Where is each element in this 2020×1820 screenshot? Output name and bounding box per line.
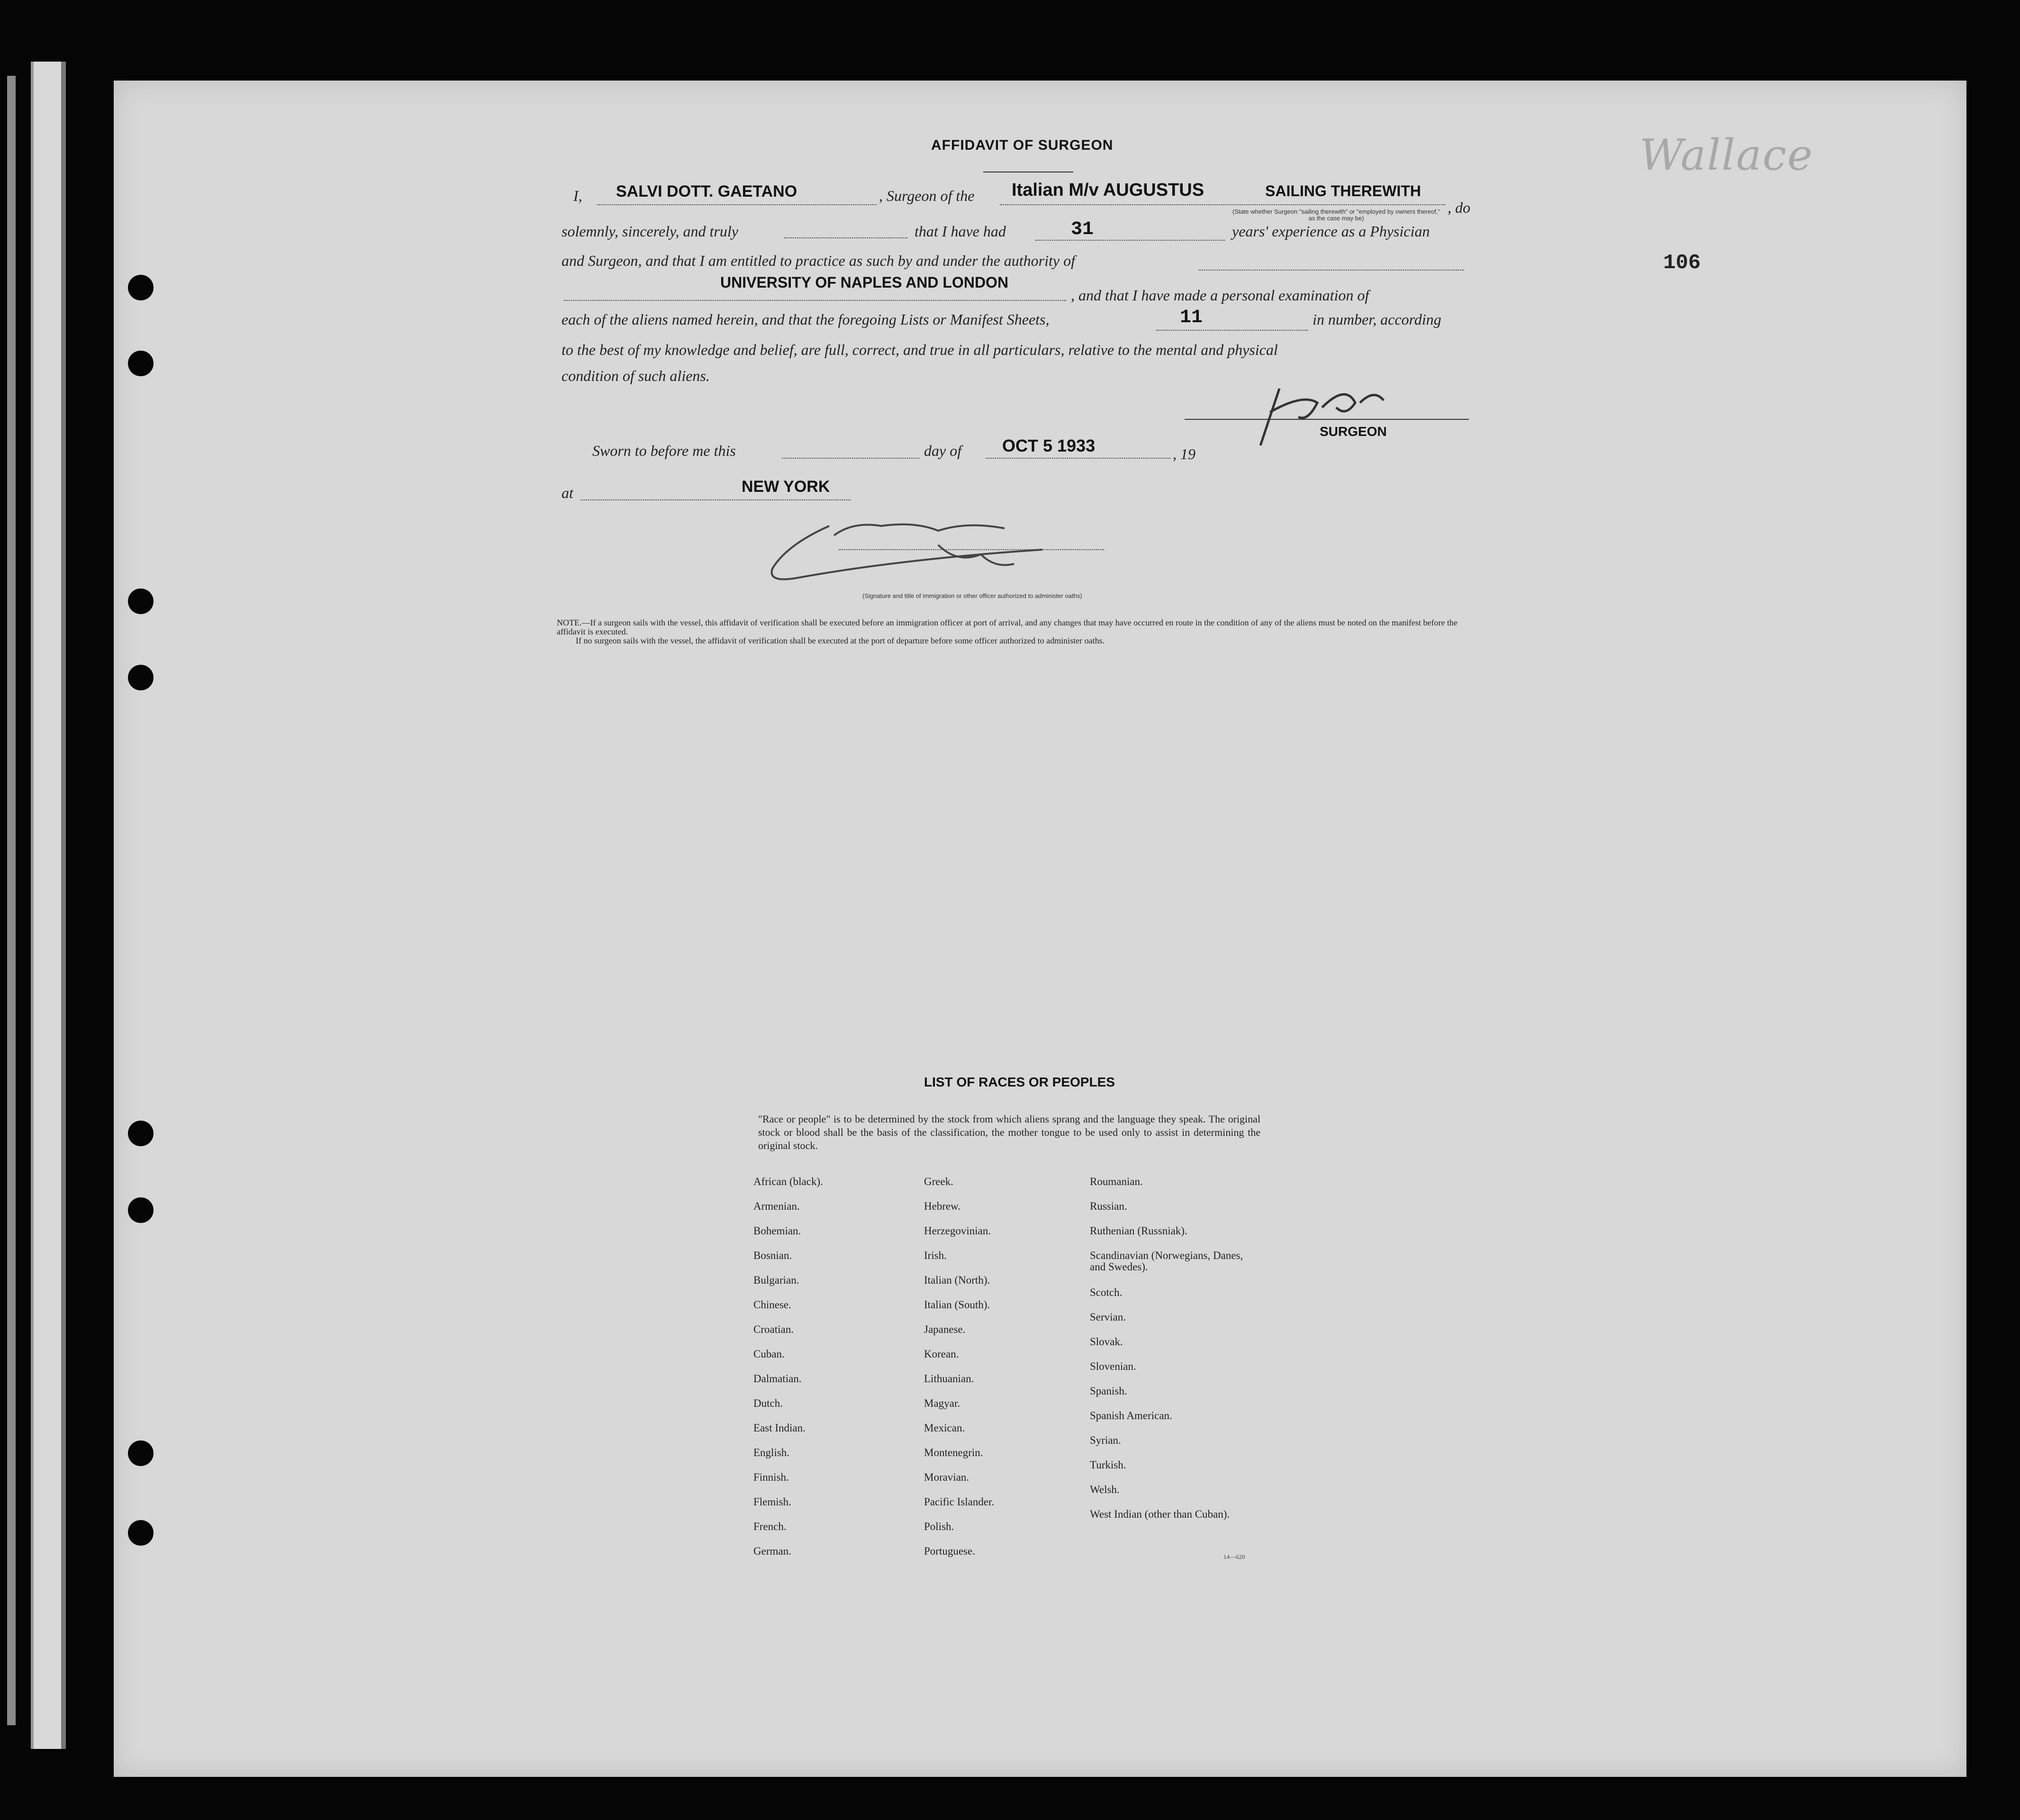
line5-suffix: in number, according bbox=[1313, 311, 1441, 328]
note-text: NOTE.—If a surgeon sails with the vessel, this affidavit of verification shall be executed before an immigration officer at port of arrival, and any changes that may have occurred en route in the condition of any of the aliens must be noted on the manifest before the affidavit is executed. bbox=[557, 618, 1458, 636]
race-item: Lithuanian. bbox=[924, 1373, 974, 1385]
line2-mid: that I have had bbox=[915, 223, 1006, 240]
race-item: Portuguese. bbox=[924, 1545, 975, 1557]
corner-annotation: Wallace bbox=[1640, 130, 1814, 180]
race-item: Pacific Islander. bbox=[924, 1496, 995, 1508]
race-item: Montenegrin. bbox=[924, 1447, 983, 1458]
authority-field-line bbox=[564, 299, 1066, 301]
sworn-prefix: Sworn to before me this bbox=[592, 442, 736, 459]
line4-suffix: , and that I have made a personal examination of bbox=[1071, 287, 1369, 304]
race-item: Flemish. bbox=[753, 1496, 791, 1508]
form-code: 14—620 bbox=[1223, 1553, 1245, 1560]
line7-text: condition of such aliens. bbox=[562, 367, 710, 384]
line1-mid: , Surgeon of the bbox=[879, 187, 975, 204]
surgeon-status: SAILING THEREWITH bbox=[1265, 182, 1421, 199]
place-field-line bbox=[580, 499, 851, 500]
race-item: Italian (South). bbox=[924, 1299, 990, 1311]
punch-hole bbox=[128, 589, 154, 614]
race-item: Spanish. bbox=[1090, 1385, 1127, 1397]
race-item: English. bbox=[753, 1447, 790, 1458]
race-item: East Indian. bbox=[753, 1422, 806, 1434]
race-item: Welsh. bbox=[1090, 1484, 1120, 1495]
status-note: (State whether Surgeon "sailing therewith" or "employed by owners thereof," as the case may be) bbox=[1232, 208, 1440, 222]
race-item: Spanish American. bbox=[1090, 1410, 1172, 1422]
punch-hole bbox=[128, 1440, 154, 1466]
affidavit-note bbox=[557, 618, 1469, 645]
race-item: Hebrew. bbox=[924, 1200, 961, 1212]
line3-field-line bbox=[1199, 269, 1464, 271]
line3-text: and Surgeon, and that I am entitled to practice as such by and under the authority of bbox=[562, 252, 1075, 269]
punch-hole bbox=[128, 275, 154, 300]
race-item: Dutch. bbox=[753, 1397, 783, 1409]
race-item: Cuban. bbox=[753, 1348, 785, 1360]
race-item: Bulgarian. bbox=[753, 1274, 799, 1286]
race-item: Bosnian. bbox=[753, 1250, 792, 1261]
race-item: Bohemian. bbox=[753, 1225, 801, 1237]
races-intro: "Race or people" is to be determined by the stock from which aliens sprang and the language they speak. The original stock or blood shall be the basis of the classification, the mother tongue to be used only to assist in determining the original stock. bbox=[758, 1113, 1260, 1151]
race-item: Japanese. bbox=[924, 1323, 966, 1335]
race-item: Croatian. bbox=[753, 1323, 794, 1335]
years-experience: 31 bbox=[1071, 219, 1094, 240]
vessel-field-line bbox=[1000, 204, 1445, 205]
line6-text: to the best of my knowledge and belief, are full, correct, and true in all particulars, relative to the mental and physical bbox=[562, 341, 1278, 358]
affidavit-title: AFFIDAVIT OF SURGEON bbox=[931, 137, 1114, 153]
surgeon-signature-line bbox=[1185, 419, 1469, 420]
punch-hole bbox=[128, 1197, 154, 1223]
sheets-field-line bbox=[1156, 329, 1308, 331]
sworn-suffix: , 19 bbox=[1173, 445, 1196, 462]
race-item: African (black). bbox=[753, 1176, 823, 1187]
race-item: Magyar. bbox=[924, 1397, 960, 1409]
sworn-date-line bbox=[986, 457, 1170, 459]
officer-signature-line bbox=[839, 549, 1104, 550]
race-item: German. bbox=[753, 1545, 791, 1557]
race-item: Slovenian. bbox=[1090, 1360, 1136, 1372]
race-item: Dalmatian. bbox=[753, 1373, 802, 1385]
race-item: Armenian. bbox=[753, 1200, 800, 1212]
race-item: Mexican. bbox=[924, 1422, 965, 1434]
manifest-sheets-count: 11 bbox=[1180, 307, 1203, 328]
race-item: Chinese. bbox=[753, 1299, 791, 1311]
binder-edge bbox=[7, 76, 16, 1725]
line2-suffix: years' experience as a Physician bbox=[1232, 223, 1430, 240]
place-city: NEW YORK bbox=[742, 478, 830, 496]
race-item: Korean. bbox=[924, 1348, 959, 1360]
race-item: Scandinavian (Norwegians, Danes, and Swedes). bbox=[1090, 1250, 1243, 1273]
officer-caption: (Signature and title of immigration or other officer authorized to administer oaths) bbox=[862, 592, 1082, 599]
race-item: Turkish. bbox=[1090, 1459, 1126, 1471]
race-item: Irish. bbox=[924, 1250, 947, 1261]
races-column-2 bbox=[924, 1176, 1085, 1570]
line1-prefix: I, bbox=[573, 187, 582, 204]
race-item: Syrian. bbox=[1090, 1434, 1121, 1446]
years-field-line bbox=[1035, 239, 1225, 241]
race-item: Roumanian. bbox=[1090, 1176, 1143, 1187]
surgeon-name: SALVI DOTT. GAETANO bbox=[616, 182, 797, 200]
officer-signature bbox=[758, 516, 1099, 597]
race-item: Greek. bbox=[924, 1176, 953, 1187]
race-item: Polish. bbox=[924, 1521, 954, 1532]
line2-dots bbox=[784, 237, 907, 238]
page-number: 106 bbox=[1663, 251, 1701, 275]
surgeon-signature bbox=[1251, 374, 1417, 455]
sworn-date: OCT 5 1933 bbox=[1002, 436, 1096, 455]
line5-prefix: each of the aliens named herein, and that the foregoing Lists or Manifest Sheets, bbox=[562, 311, 1050, 328]
race-item: Slovak. bbox=[1090, 1336, 1123, 1348]
vessel-name: Italian M/v AUGUSTUS bbox=[1012, 180, 1205, 200]
race-item: French. bbox=[753, 1521, 787, 1532]
binder-strip bbox=[31, 62, 66, 1749]
punch-hole bbox=[128, 1520, 154, 1546]
authority-name: UNIVERSITY OF NAPLES AND LONDON bbox=[720, 274, 1009, 291]
race-item: Ruthenian (Russniak). bbox=[1090, 1225, 1187, 1237]
note-text-2: If no surgeon sails with the vessel, the affidavit of verification shall be executed at the port of departure before some officer authorized to administer oaths. bbox=[576, 636, 1105, 645]
race-item: Scotch. bbox=[1090, 1286, 1123, 1298]
surgeon-label: SURGEON bbox=[1320, 424, 1387, 439]
race-item: Finnish. bbox=[753, 1471, 789, 1483]
sworn-day-line bbox=[782, 457, 919, 459]
races-column-1 bbox=[753, 1176, 915, 1570]
sworn-mid: day of bbox=[924, 442, 962, 459]
punch-hole bbox=[128, 1121, 154, 1146]
race-item: Russian. bbox=[1090, 1200, 1127, 1212]
race-item: Moravian. bbox=[924, 1471, 969, 1483]
place-prefix: at bbox=[562, 484, 573, 501]
line2-prefix: solemnly, sincerely, and truly bbox=[562, 223, 738, 240]
races-column-3 bbox=[1090, 1176, 1251, 1533]
race-item: Servian. bbox=[1090, 1311, 1126, 1323]
name-field-line bbox=[597, 204, 877, 205]
line1-suffix: , do bbox=[1448, 199, 1470, 216]
race-item: Herzegovinian. bbox=[924, 1225, 991, 1237]
punch-hole bbox=[128, 665, 154, 690]
race-item: West Indian (other than Cuban). bbox=[1090, 1508, 1230, 1520]
punch-hole bbox=[128, 351, 154, 376]
race-item: Italian (North). bbox=[924, 1274, 990, 1286]
races-title: LIST OF RACES OR PEOPLES bbox=[924, 1075, 1115, 1089]
